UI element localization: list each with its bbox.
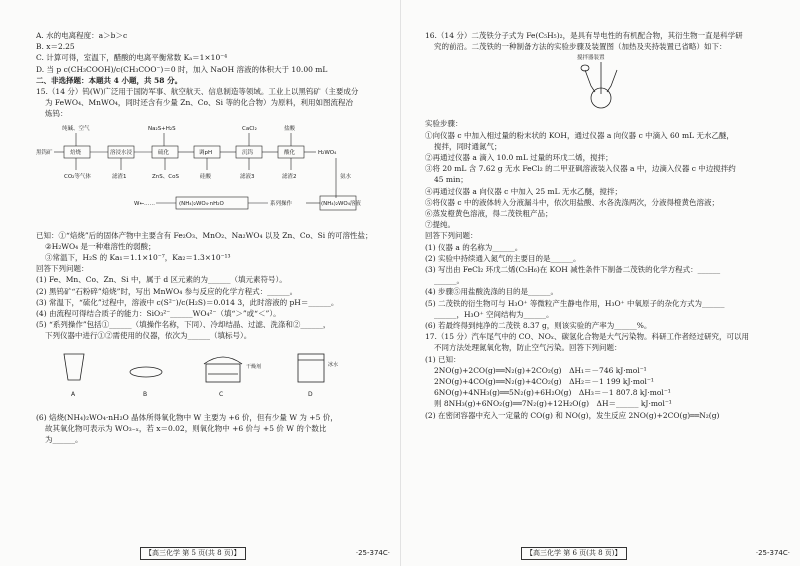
flow-product: H₂WO₄ xyxy=(318,149,337,156)
known-2: ②H₂WO₄ 是一种难溶性的弱酸； xyxy=(45,241,156,251)
q16-intro-2: 究的前沿。二茂铁的一种制备方法的实验步骤及装置图（加热及夹持装置已省略）如下： xyxy=(434,42,727,52)
svg-text:沉钨: 沉钨 xyxy=(242,149,254,156)
svg-text:酸化: 酸化 xyxy=(284,149,296,156)
apparatus-options xyxy=(36,344,374,406)
option-c: C. 计算可得，室温下，醋酸的电离平衡常数 Kₐ＝1×10⁻⁴ xyxy=(36,53,228,63)
option-a: A. 水的电离程度：a＞b＞c xyxy=(36,31,128,40)
desiccator-icon xyxy=(206,364,240,382)
device-d: D xyxy=(308,390,313,398)
q16-3: (3) 写出由 FeCl₂ 环戊二烯(C₅H₆)在 KOH 减性条件下制备二茂铁的化学方程式：______ xyxy=(425,265,721,275)
q15-prompt: 回答下列问题： xyxy=(36,264,89,274)
svg-text:干燥剂: 干燥剂 xyxy=(246,363,262,370)
apparatus-figure xyxy=(425,52,777,112)
equation-3: 6NO(g)+4NH₃(g)══5N₂(g)+6H₂O(g) ΔH₃＝－1 807.8 kJ·mol⁻¹ xyxy=(434,388,671,398)
page-code-right: ·25-374C· xyxy=(755,549,790,557)
q15-intro-1: 15.（14 分）钨(W)广泛用于国防军事、航空航天、信息制造等领域。工业上以黑钨矿（主要成分 xyxy=(36,87,359,97)
step-6: ⑥蒸发橙黄色溶液，得二茂铁粗产品； xyxy=(425,209,553,219)
svg-text:CaCl₂: CaCl₂ xyxy=(242,125,257,132)
equation-4: 则 8NH₃(g)+6NO₂(g)══7N₂(g)+12H₂O(g) ΔH＝______ kJ·mol⁻¹ xyxy=(434,399,672,409)
step-3b: 45 min； xyxy=(434,175,468,185)
q15-4: (4) 由流程可得结合质子的能力：SiO₃²⁻______WO₄²⁻（填“＞”或“＜”）。 xyxy=(36,309,281,319)
right-footer xyxy=(401,546,800,560)
svg-text:滤渣1: 滤渣1 xyxy=(112,173,127,180)
svg-text:焙烧: 焙烧 xyxy=(70,149,82,156)
svg-text:滤液3: 滤液3 xyxy=(240,173,255,180)
svg-text:ZnS、CoS: ZnS、CoS xyxy=(152,173,179,180)
svg-text:纯碱、空气: 纯碱、空气 xyxy=(62,125,90,132)
q16-4: (4) 步骤⑤用盐酸洗涤的目的是______。 xyxy=(425,287,559,297)
step-7: ⑦提纯。 xyxy=(425,220,455,230)
flow-raw: 黑钨矿 xyxy=(36,149,53,156)
q15-6: (6) 焙烧(NH₄)₂WO₄·nH₂O 晶体所得氧化物中 W 主要为 +6 价，但有少量 W 为 +5 价， xyxy=(36,412,338,422)
q17-2: (2) 在密闭容器中充入一定量的 CO(g) 和 NO(g)，发生反应 2NO(g)+2CO(g)══N₂(g) xyxy=(425,410,720,420)
steps-heading: 实验步骤： xyxy=(425,119,463,129)
section-heading: 二、非选择题：本题共 4 小题，共 58 分。 xyxy=(36,75,183,85)
q16-1: (1) 仪器 a 的名称为______。 xyxy=(425,242,523,252)
svg-text:Na₂S+H₂S: Na₂S+H₂S xyxy=(148,125,176,132)
step-4: ④再通过仪器 a 向仪器 c 中加入 25 mL 无水乙醚，搅拌； xyxy=(425,186,622,196)
step-3: ③将 20 mL 含 7.62 g 无水 FeCl₂ 的二甲亚砜溶液装入仪器 a 中，边滴入仪器 c 中边搅拌约 xyxy=(425,164,736,174)
page-code-left: ·25-374C· xyxy=(355,549,390,557)
process-flow-diagram xyxy=(36,122,374,222)
apparatus-label: 搅拌器装置 xyxy=(577,55,605,62)
q16-prompt: 回答下列问题： xyxy=(425,231,478,241)
q17-intro-1: 17.（15 分）汽车尾气中的 CO、NOₓ、碳氢化合物是大气污染物。科研工作者经过研究，可以用 xyxy=(425,332,750,342)
crucible-icon xyxy=(64,354,84,380)
svg-text:系列操作: 系列操作 xyxy=(270,200,293,207)
evaporating-dish-icon xyxy=(130,367,162,377)
svg-text:(NH₄)₂WO₄溶液: (NH₄)₂WO₄溶液 xyxy=(321,200,361,207)
svg-text:(NH₄)₂WO₄·nH₂O: (NH₄)₂WO₄·nH₂O xyxy=(179,200,224,207)
option-b: B. x＝2.25 xyxy=(36,42,75,52)
right-page xyxy=(400,0,800,566)
svg-text:冰水: 冰水 xyxy=(328,361,339,368)
svg-text:硅酸: 硅酸 xyxy=(200,173,212,180)
svg-text:W←……: W←…… xyxy=(134,200,156,207)
q16-intro-1: 16.（14 分）二茂铁分子式为 Fe(C₅H₅)₂，是具有导电性的有机配合物，其衍生物一直是科学研 xyxy=(425,31,743,40)
q17-intro-2: 不同方法处理氮氧化物，防止空气污染。回答下列问题： xyxy=(434,343,622,353)
page-label-left: 【高三化学 第 5 页(共 8 页)】 xyxy=(140,547,246,560)
q15-intro-2: 为 FeWO₄、MnWO₄，同时还含有少量 Zn、Co、Si 等的化合物）为原料，利用如图流程冶 xyxy=(45,98,353,108)
known-3: ③常温下，H₂S 的 Ka₁＝1.1×10⁻⁷，Ka₂＝1.3×10⁻¹³ xyxy=(45,253,231,263)
device-c: C xyxy=(219,390,224,398)
equation-1: 2NO(g)+2CO(g)══N₂(g)+2CO₂(g) ΔH₁＝－746 kJ·mol⁻¹ xyxy=(434,365,647,375)
q16-5: (5) 二茂铁的衍生物可与 H₃O⁺ 等微粒产生静电作用，H₃O⁺ 中氧原子的杂化方式为______ xyxy=(425,298,725,308)
q16-3b: ______。 xyxy=(434,276,464,286)
q15-2: (2) 黑钨矿“石粉碎”焙烧”时，写出 MnWO₄ 参与反应的化学方程式：______。 xyxy=(36,286,298,296)
step-2: ②再通过仪器 a 滴入 10.0 mL 过量的环戊二烯，搅拌； xyxy=(425,153,613,163)
svg-text:滤渣2: 滤渣2 xyxy=(282,173,297,180)
q15-5b: 下列仪器中进行①②需使用的仪器，依次为______（填标号）。 xyxy=(45,331,252,341)
q15-1: (1) Fe、Mn、Co、Zn、Si 中，属于 d 区元素的为______（填元素符号）。 xyxy=(36,275,287,285)
q15-3: (3) 常温下，“硫化”过程中，溶液中 c(S²⁻)/c(H₂S)＝0.014 3，此时溶液的 pH＝______。 xyxy=(36,297,339,307)
q16-5b: ______，H₃O⁺ 空间结构为______。 xyxy=(434,309,554,319)
device-b: B xyxy=(143,390,148,398)
page-label-right: 【高三化学 第 6 页(共 8 页)】 xyxy=(521,547,627,560)
equation-2: 2NO(g)+4CO(g)══N₂(g)+4CO₂(g) ΔH₂＝－1 199 kJ·mol⁻¹ xyxy=(434,377,654,387)
left-footer xyxy=(0,546,400,560)
q16-6: (6) 若最终得到纯净的二茂铁 8.37 g，则该实验的产率为______%。 xyxy=(425,321,652,331)
q17-1: (1) 已知： xyxy=(425,354,461,364)
svg-text:调pH: 调pH xyxy=(199,149,213,156)
q15-6b: 故其氧化物可表示为 WO₃₋ₓ，若 x＝0.02，则氧化物中 +6 价与 +5 价 W 的个数比 xyxy=(45,423,327,433)
svg-text:CO₂等气体: CO₂等气体 xyxy=(64,173,91,180)
q15-intro-3: 炼钨： xyxy=(45,109,68,119)
svg-text:溶浸水浸: 溶浸水浸 xyxy=(110,149,133,156)
svg-text:硫化: 硫化 xyxy=(158,149,170,156)
step-1: ①向仪器 c 中加入相过量的粉末状的 KOH，通过仪器 a 向仪器 c 中滴入 60 mL 无水乙醚， xyxy=(425,130,734,140)
svg-text:氨水: 氨水 xyxy=(340,173,352,180)
device-a: A xyxy=(71,390,76,398)
q15-6c: 为______。 xyxy=(45,435,83,445)
option-d: D. 当 p c(CH₃COOH)/c(CH₃COO⁻)＝0 时，加入 NaOH 溶液的体积大于 10.00 mL xyxy=(36,64,328,74)
known-1: 已知：①“焙烧”后的固体产物中主要含有 Fe₂O₃、MnO₂、Na₂WO₄ 以及 Zn、Co、Si 的可溶性盐； xyxy=(36,230,373,240)
svg-text:盐酸: 盐酸 xyxy=(284,125,296,132)
ice-bath-icon xyxy=(298,354,324,382)
q15-5: (5) “系列操作”包括①______（填操作名称，下同）、冷却结晶、过滤、洗涤和②______， xyxy=(36,320,331,330)
q16-2: (2) 实验中持续通入氮气的主要目的是______。 xyxy=(425,253,581,263)
step-1b: 搅拌，同时通氮气； xyxy=(434,141,502,151)
step-5: ⑤将仪器 c 中的液体转入分液漏斗中，依次用盐酸、水各洗涤两次，分液得橙黄色溶液； xyxy=(425,197,719,207)
